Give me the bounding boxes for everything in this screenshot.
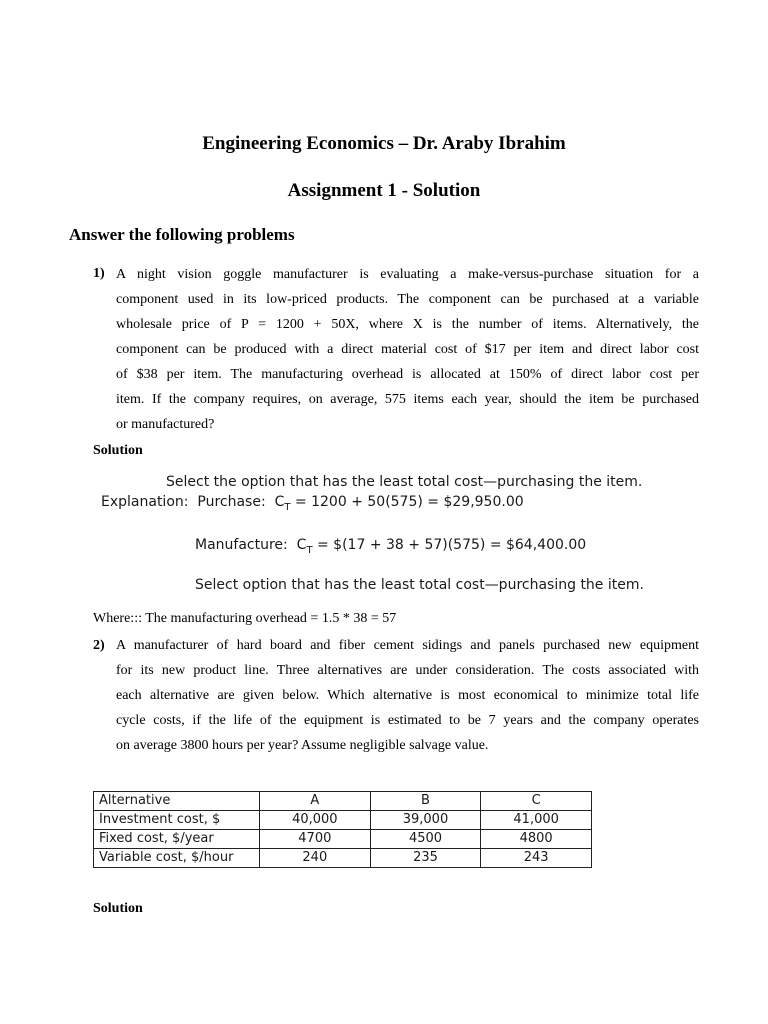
problem-1-line: component used in its low-priced products. The component can be purchased at a variable: [116, 292, 699, 307]
problem-1-line: wholesale price of P = 1200 + 50X, where X is the number of items. Alternatively, the: [116, 317, 699, 332]
table-cell: 41,000: [481, 811, 592, 830]
assignment-title: Assignment 1 - Solution: [287, 180, 481, 201]
table-header-cell: B: [370, 792, 481, 811]
table-cell: 40,000: [260, 811, 371, 830]
problem-2-line: each alternative are given below. Which alternative is most economical to minimize total life: [116, 688, 699, 703]
table-cell: Investment cost, $: [94, 811, 260, 830]
ct-subscript: T: [306, 544, 313, 556]
problem-2-line: on average 3800 hours per year? Assume negligible salvage value.: [116, 738, 489, 753]
table-header-cell: A: [260, 792, 371, 811]
manufacture-label: Manufacture:: [195, 537, 288, 553]
problem-2-line: cycle costs, if the life of the equipment is estimated to be 7 years and the company operates: [116, 713, 699, 728]
problem-1-line: item. If the company requires, on average, 575 items each year, should the item be purchased: [116, 392, 699, 407]
table-cell: Variable cost, $/hour: [94, 849, 260, 868]
solution-line-1: Select the option that has the least total cost—purchasing the item.: [166, 474, 643, 490]
solution-line-last: Select option that has the least total cost—purchasing the item.: [195, 577, 644, 593]
section-heading: Answer the following problems: [69, 225, 295, 244]
where-note: Where::: The manufacturing overhead = 1.5 * 38 = 57: [93, 611, 397, 626]
solution-purchase-line: [101, 494, 524, 513]
table-row: [94, 849, 592, 868]
table-cell: Fixed cost, $/year: [94, 830, 260, 849]
table-cell: 243: [481, 849, 592, 868]
ct-symbol: C: [274, 494, 285, 510]
problem-1-number: 1): [93, 266, 105, 281]
explanation-label: Explanation:: [101, 494, 189, 510]
ct-symbol: C: [296, 537, 307, 553]
problem-1-line: A night vision goggle manufacturer is evaluating a make-versus-purchase situation for a: [116, 267, 699, 282]
problem-1-solution-label: Solution: [93, 443, 143, 458]
table-cell: 4500: [370, 830, 481, 849]
table-row: [94, 811, 592, 830]
table-header-cell: Alternative: [94, 792, 260, 811]
table-row: [94, 830, 592, 849]
problem-2-text: [116, 633, 699, 758]
course-title: Engineering Economics – Dr. Araby Ibrahim: [202, 133, 566, 154]
table-cell: 240: [260, 849, 371, 868]
manufacture-formula: = $(17 + 38 + 57)(575) = $64,400.00: [317, 537, 587, 553]
problem-2-solution-label: Solution: [93, 901, 143, 916]
table-header-cell: C: [481, 792, 592, 811]
purchase-formula: = 1200 + 50(575) = $29,950.00: [294, 494, 524, 510]
table-cell: 235: [370, 849, 481, 868]
problem-1-line: or manufactured?: [116, 417, 215, 432]
table-cell: 39,000: [370, 811, 481, 830]
ct-subscript: T: [284, 501, 291, 513]
purchase-label: Purchase:: [197, 494, 266, 510]
problem-1-line: of $38 per item. The manufacturing overhead is allocated at 150% of direct labor cost per: [116, 367, 699, 382]
problem-2-line: for its new product line. Three alternatives are under consideration. The costs associated with: [116, 663, 699, 678]
alternatives-cost-table: [93, 791, 592, 868]
table-header-row: [94, 792, 592, 811]
table-cell: 4800: [481, 830, 592, 849]
problem-1-text: [116, 262, 699, 437]
table-cell: 4700: [260, 830, 371, 849]
problem-2-number: 2): [93, 638, 105, 653]
problem-1-line: component can be produced with a direct material cost of $17 per item and direct labor cost: [116, 342, 699, 357]
solution-manufacture-line: [195, 537, 586, 556]
problem-2-line: A manufacturer of hard board and fiber cement sidings and panels purchased new equipment: [116, 638, 699, 653]
